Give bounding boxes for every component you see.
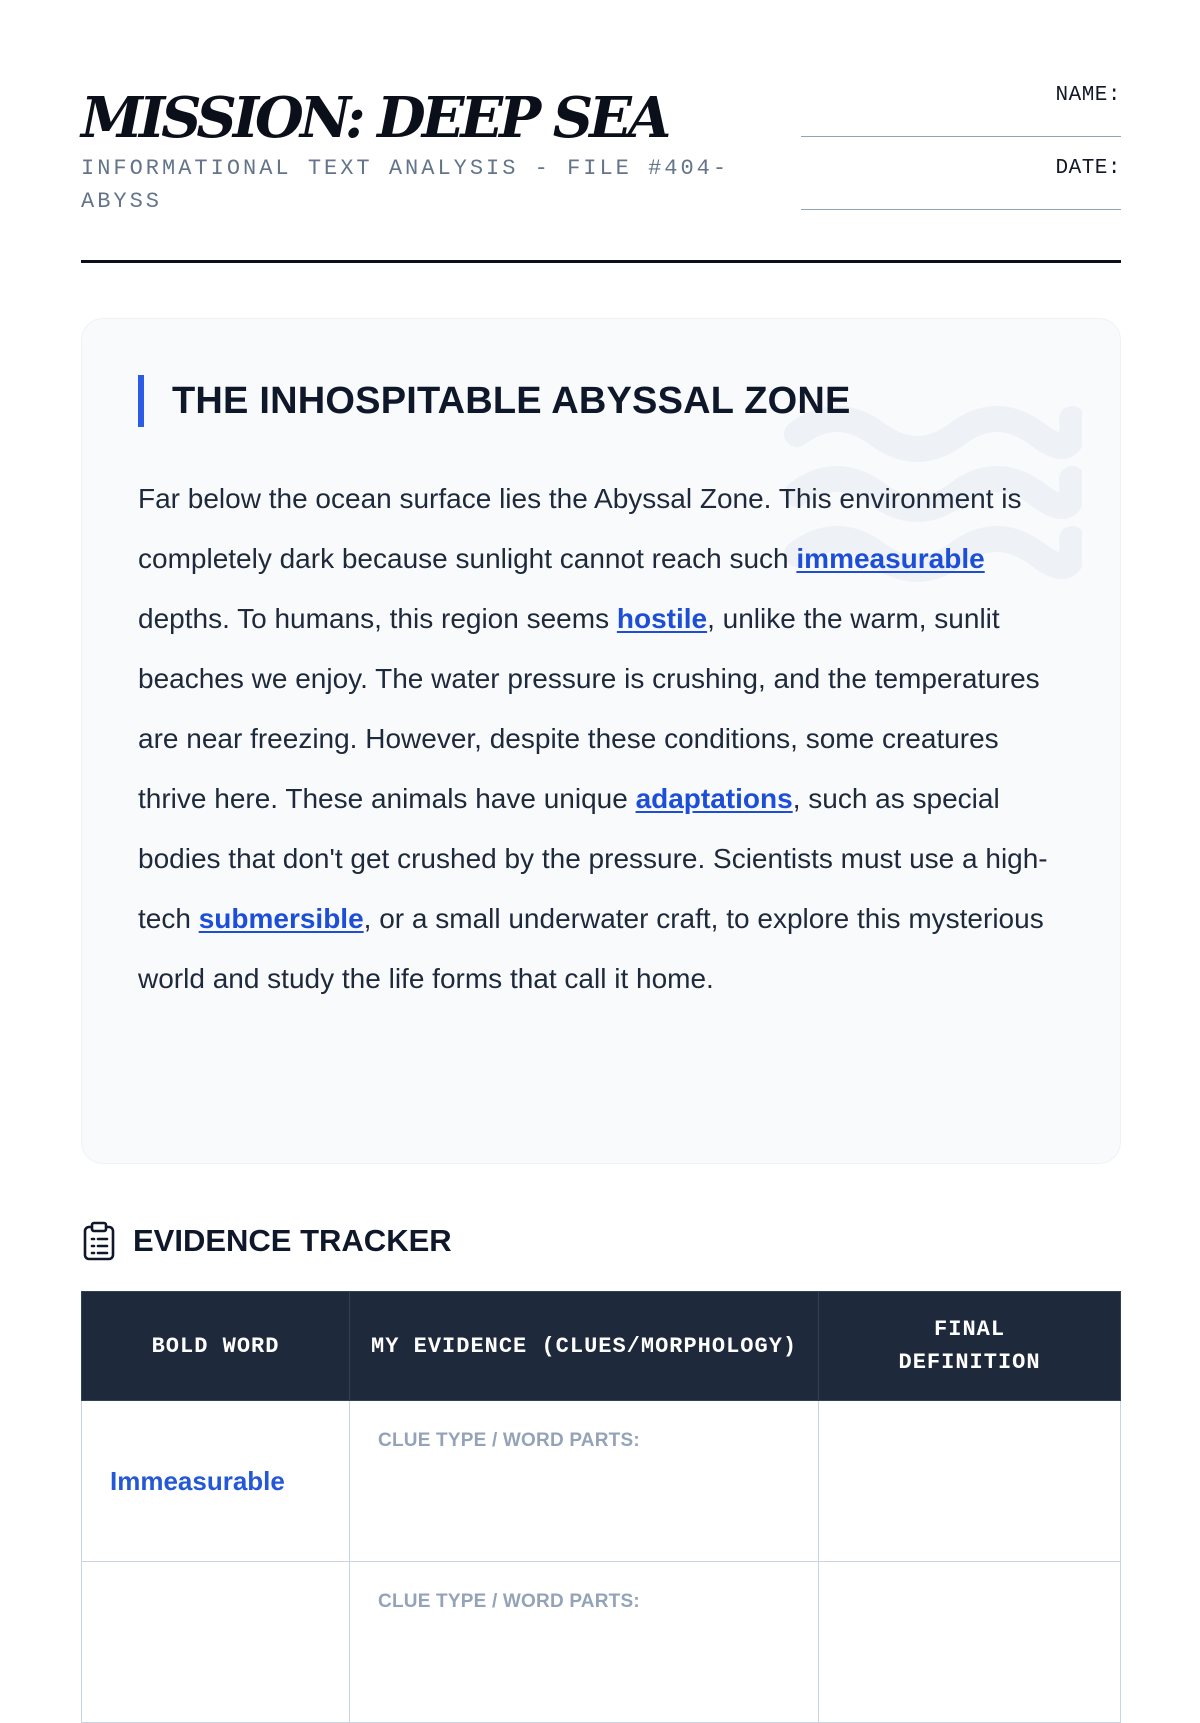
date-field[interactable] [801,153,1121,210]
passage-title: THE INHOSPITABLE ABYSSAL ZONE [172,380,851,422]
column-header-bold-word: BOLD WORD [82,1292,350,1401]
passage-text [138,469,1058,1009]
clipboard-icon [81,1221,117,1261]
word-cell [82,1401,350,1562]
vocab-link-adaptations[interactable]: adaptations [635,783,793,814]
column-header-definition: FINAL DEFINITION [819,1292,1121,1401]
evidence-cell[interactable] [350,1562,819,1723]
clue-label: CLUE TYPE / WORD PARTS: [378,1430,640,1451]
vocab-link-hostile[interactable]: hostile [616,603,708,634]
header-divider [81,260,1121,263]
page-subtitle: INFORMATIONAL TEXT ANALYSIS - FILE #404-ABYSS [81,156,730,214]
evidence-tracker-title: EVIDENCE TRACKER [133,1223,452,1258]
evidence-cell[interactable] [350,1401,819,1562]
date-label: DATE: [1055,157,1121,180]
definition-cell[interactable] [819,1401,1121,1562]
table-row [82,1562,1121,1723]
passage-segment: depths. To humans, this region seems [138,603,617,634]
word-cell [82,1562,350,1723]
table-header-row [82,1292,1121,1401]
title-accent-bar [138,375,144,427]
table-row [82,1401,1121,1562]
bold-word: Immeasurable [110,1465,285,1496]
clue-label: CLUE TYPE / WORD PARTS: [378,1591,640,1612]
page-title: MISSION: DEEP SEA [81,85,668,151]
vocab-link-submersible[interactable]: submersible [198,903,364,934]
passage-card [81,318,1121,1164]
worksheet-header [81,80,1121,264]
passage-segment: , unlike the warm, sunlit beaches we enjoy. The water pressure is crushing, and the temperatures are near freezing. However, despite these conditions, some creatures thrive here. These animals have unique [138,603,1040,814]
column-header-evidence: MY EVIDENCE (CLUES/MORPHOLOGY) [350,1292,819,1401]
evidence-table [81,1291,1121,1723]
passage-segment: Far below the ocean surface lies the Abyssal Zone. This environment is completely dark because sunlight cannot reach such [138,483,1022,574]
name-label: NAME: [1055,84,1121,107]
evidence-tracker-heading [81,1221,681,1261]
definition-cell[interactable] [819,1562,1121,1723]
vocab-link-immeasurable[interactable]: immeasurable [796,543,985,574]
passage-segment: , such as special bodies that don't get crushed by the pressure. Scientists must use a high-tech [138,783,1048,934]
passage-segment: , or a small underwater craft, to explore this mysterious world and study the life forms that call it home. [138,903,1044,994]
name-field[interactable] [801,80,1121,137]
